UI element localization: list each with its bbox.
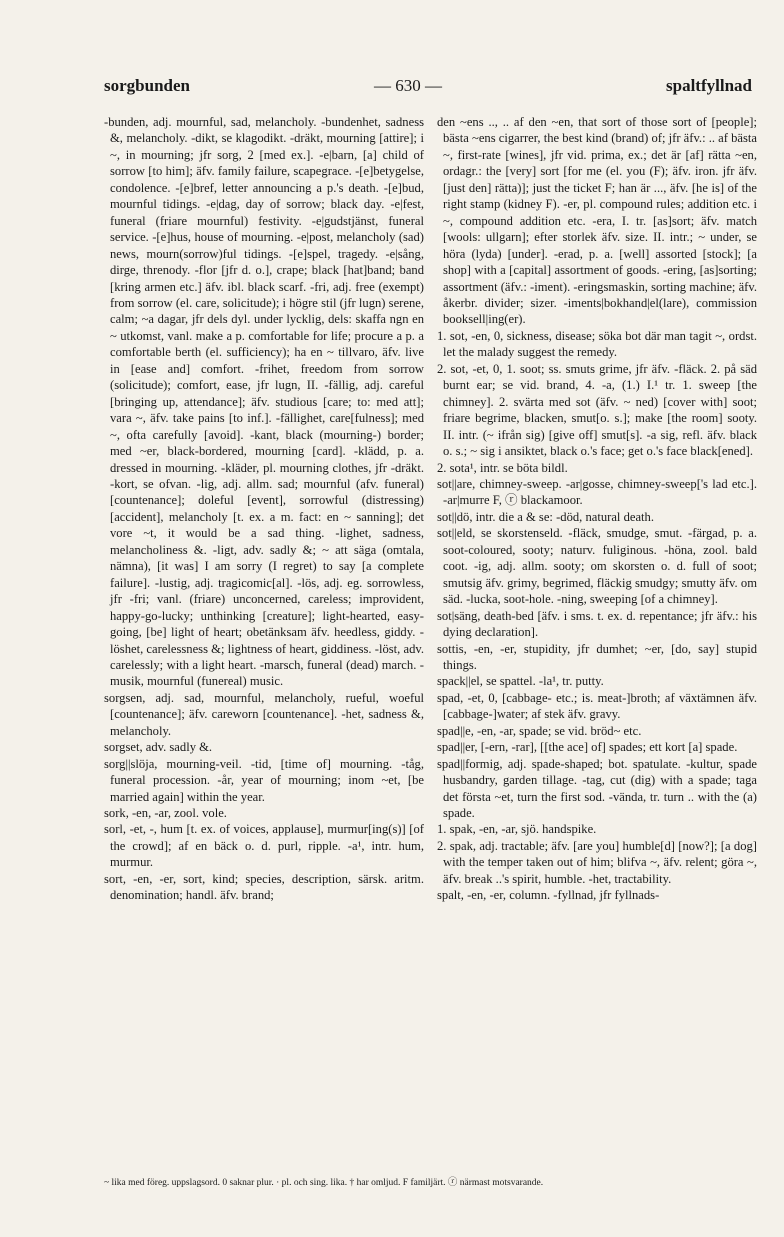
entry: sot||eld, se skorstenseld. -fläck, smudge, smut. -färgad, p. a. soot-coloured, sooty; naturv. fuliginous. -höna, zool. bald coot. -ig, adj. allm. sooty; om skorsten o. d. full of soot; smutsig äfv. grimy, begrimed, fläckig smudgy; smutty äfv. om säd. -lucka, soot-hole. -ning, sweeping [of a chimney]. <box>437 526 757 607</box>
page-header <box>104 76 752 98</box>
right-column <box>437 114 757 1164</box>
entry: sorl, -et, -, hum [t. ex. of voices, applause], murmur[ing(s)] [of the crowd]; af en bäck o. d. purl, ripple. -a¹, intr. hum, murmur. <box>104 822 424 870</box>
entry: spad, -et, 0, [cabbage- etc.; is. meat-]broth; af växtämnen äfv. [cabbage-]water; af stek äfv. gravy. <box>437 690 757 722</box>
entry: sort, -en, -er, sort, kind; species, description, särsk. aritm. denomination; handl. äfv. brand; <box>104 871 424 903</box>
entry: spad||formig, adj. spade-shaped; bot. spatulate. -kultur, spade husbandry, garden tillage. -tag, cut (dig) with a spade; taga det första ~et, turn the first sod. -vända, tr. turn .. with the (a) spade. <box>437 756 757 821</box>
entry: -bunden, adj. mournful, sad, melancholy. -bundenhet, sadness &, melancholy. -dikt, se klagodikt. -dräkt, mourning [attire]; i ~, in mourning; jfr sorg, 2 [med ex.]. -e|barn, [a] child of sorrow [to him]; äfv. family failure, scapegrace. -[e]betygelse, condolence. -[e]bref, letter announcing a p.'s death. -[e]bud, mournful tidings. -e|dag, day of sorrow; black day. -e|fest, funeral (friare mournful) festivity. -e|gudstjänst, funeral service. -[e]hus, house of mourning. -e|post, melancholy (sad) news, mourn(sorrow)ful tidings. -[e]spel, tragedy. -e|sång, dirge, threnody. -flor [jfr d. o.], crape; black [hat]band; band [kring armen etc.] äfv. ibl. black scarf. -fri, adj. free (exempt) from sorrow (el. care, solicitude); i högre stil (jfr lugn) serene, calm; ~a dagar, jfr dels dyl. under lycklig, dels: skaffa ngn en ~ utkomst, vanl. make a p. comfortable for life; procure a p. a comfortable berth (el. sufficiency); ha en ~ tillvaro, äfv. live in [ease and] comfort. -frihet, freedom from sorrow (solicitude); comfort, ease, jfr lugn, II. -fällig, adj. careful [bringing up, attendance]; äfv. studious [care; to: med att]; vara ~, äfv. take pains [to inf.]. -fällighet, care[fulness]; med ~, ofta carefully [avoid]. -kant, black (mourning-) border; med ~er, black-bordered, mourning [card]. -klädd, p. a. dressed in mourning. -kläder, pl. mourning clothes, jfr -dräkt. -kort, se ofvan. -lig, adj. allm. sad; mournful (afv. funeral) [countenance]; doleful [event], sorrowful (distressing) [accident], melancholy [t. ex. a m. fact: en ~ sanning]; det vore ~t, it would be a sad thing. -lighet, sadness, melancholiness &. -ligt, adv. sadly &; ~ att säga (omtala, nämna), [it was] I am sorry (I regret) to say [a complete failure]. -lustig, adj. tragicomic[al]. -lös, adj. eg. sorrowless, jfr -fri; vanl. (friare) unconcerned, careless; improvident, happy-go-lucky; unthinking [creature]; light-hearted, easy-going, [be] light of heart; obetänksam äfv. heedless, giddy. -löshet, carelessness &; lightness of heart, giddiness. -löst, adv. carelessly; with a light heart. -marsch, funeral (dead) march. -musik, mournful (funereal) music. <box>104 115 424 689</box>
entry: sork, -en, -ar, zool. vole. <box>104 806 227 821</box>
entry: spalt, -en, -er, column. -fyllnad, jfr fyllnads- <box>437 888 660 903</box>
entry: 2. sot, -et, 0, 1. soot; ss. smuts grime, jfr äfv. -fläck. 2. på säd burnt ear; se vid. brand, 4. -a, (1.) I.¹ tr. 1. sweep [the chimney]. 2. svärta med sot (äfv. ~ ned) [cover with] soot; friare begrime, blacken, smut[o. s.]; make [the room] sooty. II. intr. (~ ifrån sig) [give off] smut[s]. -a sig, refl. äfv. black o. s.; ~ sig i ansiktet, black o.'s face; get o.'s face black[ened]. <box>437 361 757 459</box>
page-number: — 630 — <box>374 76 442 95</box>
entry: sorgsen, adj. sad, mournful, melancholy, rueful, woeful [countenance]; äfv. careworn [countenance]. -het, sadness &, melancholy. <box>104 690 424 738</box>
entry: sottis, -en, -er, stupidity, jfr dumhet; ~er, [do, say] stupid things. <box>437 641 757 672</box>
entry: sorg||slöja, mourning-veil. -tid, [time of] mourning. -tåg, funeral procession. -år, year of mourning; inom ~et, [be married again] within the year. <box>104 756 424 804</box>
entry: sot||are, chimney-sweep. -ar|gosse, chimney-sweep['s lad etc.]. -ar|murre F, ⓡ blackamoor. <box>437 476 757 508</box>
entry: spack||el, se spattel. -la¹, tr. putty. <box>437 674 604 689</box>
entry: sot||dö, intr. die a & se: -död, natural death. <box>437 509 654 524</box>
entry: sot|säng, death-bed [äfv. i sms. t. ex. d. repentance; jfr äfv.: his dying declaration]. <box>437 608 757 640</box>
entry: spad||er, [-ern, -rar], [[the ace] of] spades; ett kort [a] spade. <box>437 740 738 755</box>
abbreviation-legend: ~ lika med föreg. uppslagsord. 0 saknar plur. · pl. och sing. lika. † har omljud. F familjärt. ⓡ närmast motsvarande. <box>104 1178 544 1188</box>
entry: den ~ens .., .. af den ~en, that sort of those sort of [people]; bästa ~ens cigarrer, the best kind (brand) of; jfr äfv.: .. af bästa ~, first-rate [wines], jfr vid. prima, ex.; det är [af] rätta ~en, ordagr.: the [very] sort [for me (el. you (F); äfv. iron. jfr äfv. [just den] rätta)]; just the ticket F; han är ..., äfv. [he is] of the right stamp (kidney F). -er, pl. compound rules; addition etc. i ~, compound addition etc. -era, I. tr. [as]sort; äfv. match [wools: ullgarn]; efter storlek äfv. size. II. intr.; ~ under, se höra (lyda) [under]. -erad, p. a. [well] assorted [stock]; [a shop] with a [capital] assortment of goods. -ering, [as]sorting; assortment (äfv.: -iment). -eringsmaskin, sorting machine; äfv. åkerbr. divider; sizer. -iments|bokhand|el(lare), commission booksell|ing(er). <box>437 115 757 327</box>
header-last-word: spaltfyllnad <box>666 76 752 95</box>
entry: spad||e, -en, -ar, spade; se vid. bröd~ etc. <box>437 723 642 738</box>
entry: 2. sota¹, intr. se böta bildl. <box>437 460 568 475</box>
entry: 1. spak, -en, -ar, sjö. handspike. <box>437 822 597 837</box>
left-column <box>104 114 424 1164</box>
header-first-word: sorgbunden <box>104 76 190 95</box>
entry: sorgset, adv. sadly &. <box>104 740 213 755</box>
entry: 2. spak, adj. tractable; äfv. [are you] humble[d] [now?]; [a dog] with the temper taken out of him; blifva ~, äfv. relent; göra ~, äfv. break ..'s spirit, humble. -het, tractability. <box>437 838 757 886</box>
entry: 1. sot, -en, 0, sickness, disease; söka bot där man tagit ~, ordst. let the malady suggest the remedy. <box>437 328 757 360</box>
